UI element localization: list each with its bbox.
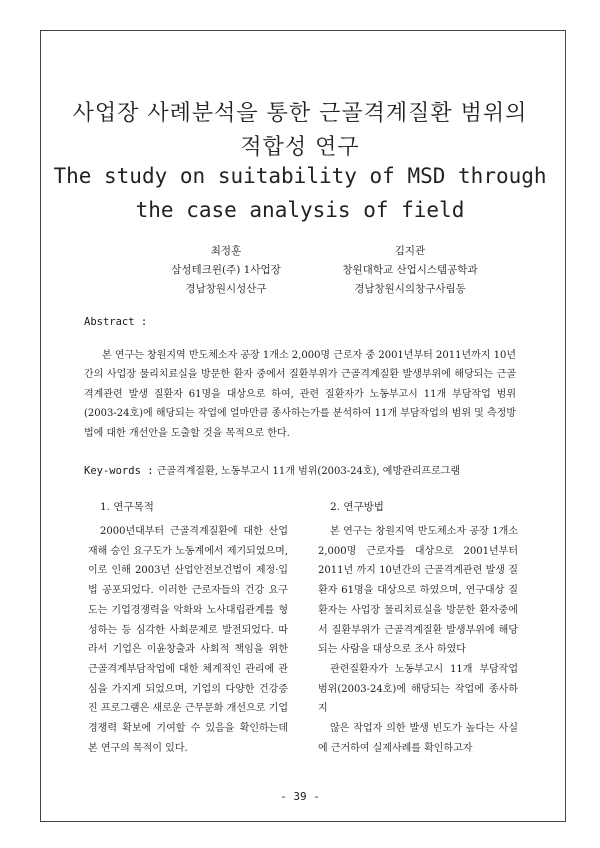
author-1-name: 최정훈 xyxy=(210,245,242,257)
section-research-purpose xyxy=(88,499,288,758)
section-2-heading: 2. 연구방법 xyxy=(330,501,384,513)
section-2-paragraph-3: 않은 작업자 의한 발생 빈도가 높다는 사실에 근거하여 실제사례를 확인하고자 xyxy=(318,723,518,754)
title-korean-line-2: 적합성 연구 xyxy=(240,135,360,160)
abstract-text: 본 연구는 창원지역 반도체소자 공장 1개소 2,000명 근로자 중 2001년부터 2011년까지 10년간의 사업장 물리치료실을 방문한 환자 중에서 질환부위가 근골격계질환 발생부위에 해당되는 근골격계관련 발생 질환자 61명을 대상으로 하여, 관련 질환자가 노동부고시 11개 부담작업 범위(2003-24호)에 해당되는 작업에 얼마만큼 종사하는가를 분석하여 11개 부담작업의 범위 및 측정방법에 대한 개선안을 도출할 것을 목적으로 한다. xyxy=(84,350,517,439)
section-2-paragraph-1: 본 연구는 창원지역 반도체소자 공장 1개소 2,000명 근로자를 대상으로 2001년부터 2011년 까지 10년간의 근골격계관련 발생 질환자 61명을 대상으로 하였으며, 연구대상 질환자는 사업장 물리치료실을 방문한 환자중에서 질환부위가 근골격계질환 발생부위에 해당되는 사람을 대상으로 조사 하였다 xyxy=(318,526,518,656)
author-2-name: 김지관 xyxy=(394,245,426,257)
abstract-label: Abstract : xyxy=(84,316,148,328)
title-english-line-2: the case analysis of field xyxy=(135,198,465,222)
author-2-address: 경남창원시의창구사림동 xyxy=(354,283,466,295)
title-korean-line-1: 사업장 사례분석을 통한 근골격계질환 범위의 xyxy=(72,101,528,126)
author-1-address: 경남창원시성산구 xyxy=(185,283,267,295)
section-research-method xyxy=(318,499,518,758)
page-number: - 39 - xyxy=(280,790,320,803)
section-1-heading: 1. 연구목적 xyxy=(100,501,154,513)
keywords xyxy=(84,462,524,477)
keywords-label: Key-words : xyxy=(84,465,154,477)
keywords-text: 근골격계질환, 노동부고시 11개 범위(2003-24호), 예방관리프로그램 xyxy=(156,466,461,477)
section-1-paragraph: 2000년대부터 근골격계질환에 대한 산업재해 승인 요구도가 노동계에서 제기되었으며, 이로 인해 2003년 산업안전보건법이 제정·입법 공포되었다. 이러한 근로자들의 건강 요구도는 기업경쟁력을 악화와 노사대립관계를 형성하는 등 심각한 사회문제로 발전되었다. 따라서 기업은 이윤창출과 사회적 책임을 위한 근골격계부담작업에 대한 체계적인 관리에 관심을 가지게 되었으며, 기업의 다양한 건강증진 프로그램은 새로운 근무문화 개선으로 기업경쟁력 확보에 기여할 수 있음을 확인하는데 본 연구의 목적이 있다. xyxy=(88,526,288,754)
author-2 xyxy=(300,242,520,299)
author-1-affiliation: 삼성테크윈(주) 1사업장 xyxy=(171,264,281,276)
section-2-paragraph-2: 관련질환자가 노동부고시 11개 부담작업 범위(2003-24호)에 해당되는 작업에 종사하지 xyxy=(318,663,518,715)
title-english-line-1: The study on suitability of MSD through xyxy=(53,164,547,188)
author-2-affiliation: 창원대학교 산업시스템공학과 xyxy=(342,264,478,276)
